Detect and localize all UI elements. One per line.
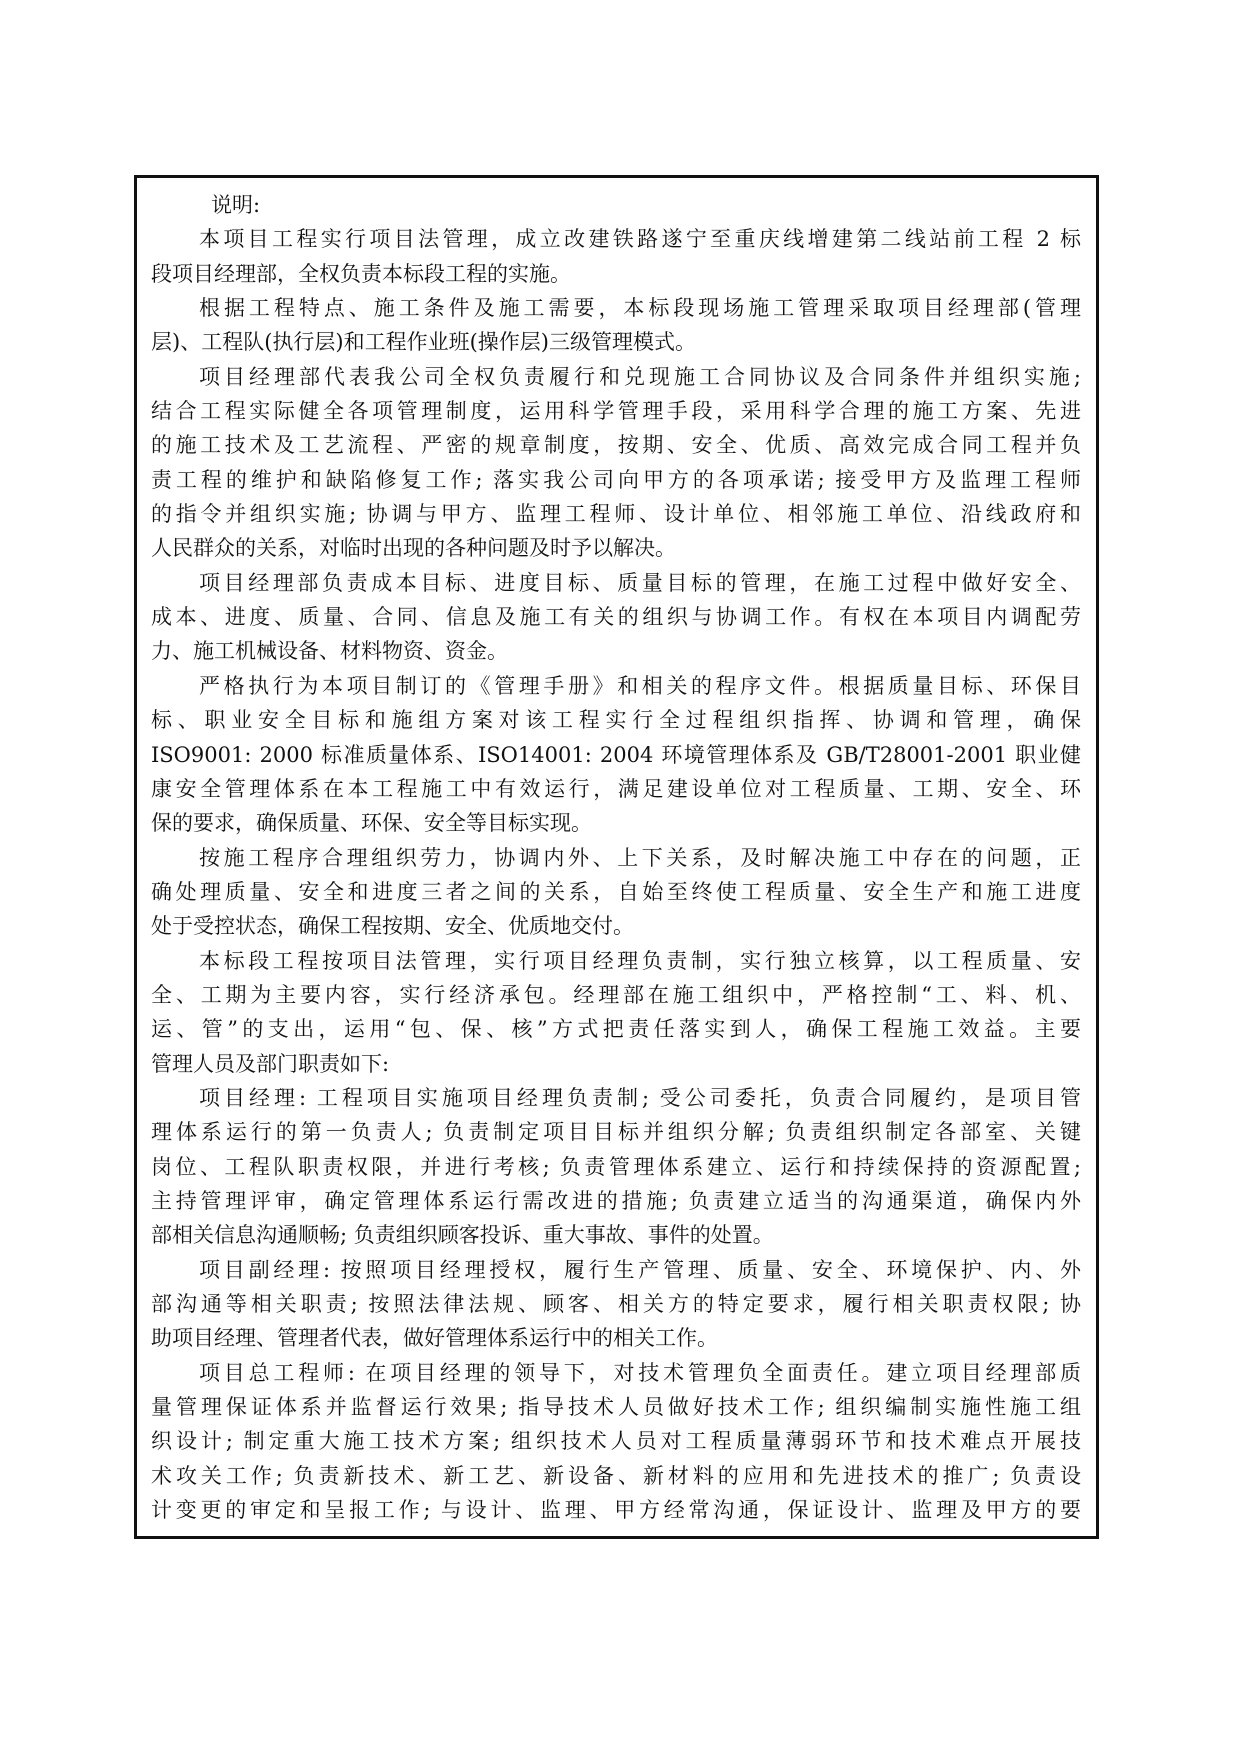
paragraph-line: 项目总工程师: 在项目经理的领导下，对技术管理负全面责任。建立项目经理部质 [199,1360,1081,1385]
paragraph-line: 部沟通等相关职责; 按照法律法规、顾客、相关方的特定要求，履行相关职责权限; 协 [151,1292,1081,1316]
paragraph-line: 的施工技术及工艺流程、严密的规章制度，按期、安全、优质、高效完成合同工程并负 [151,433,1081,458]
paragraph-line: 标、职业安全目标和施组方案对该工程实行全过程组织指挥、协调和管理，确保 [151,708,1081,733]
paragraph-line: 织设计; 制定重大施工技术方案; 组织技术人员对工程质量薄弱环节和技术难点开展技 [151,1429,1081,1454]
paragraph-line: 处于受控状态，确保工程按期、安全、优质地交付。 [151,914,634,939]
paragraph-line: 根据工程特点、施工条件及施工需要，本标段现场施工管理采取项目经理部(管理 [199,296,1081,321]
paragraph-line: 计变更的审定和呈报工作; 与设计、监理、甲方经常沟通，保证设计、监理及甲方的要 [151,1498,1081,1523]
paragraph-line: 项目经理: 工程项目实施项目经理负责制; 受公司委托，负责合同履约，是项目管 [199,1085,1081,1110]
paragraph-line: 严格执行为本项目制订的《管理手册》和相关的程序文件。根据质量目标、环保目 [199,673,1081,698]
paragraph-line: 人民群众的关系，对临时出现的各种问题及时予以解决。 [151,536,676,561]
paragraph-line: 运、管”的支出，运用“包、保、核”方式把责任落实到人，确保工程施工效益。主要 [151,1017,1081,1042]
document-frame [134,175,1099,1539]
paragraph-line: 全、工期为主要内容，实行经济承包。经理部在施工组织中，严格控制“工、料、机、 [151,982,1081,1007]
paragraph-line: 责工程的维护和缺陷修复工作; 落实我公司向甲方的各项承诺; 接受甲方及监理工程师 [151,467,1081,492]
paragraph-line: 保的要求，确保质量、环保、安全等目标实现。 [151,811,592,836]
paragraph-line: 项目经理部负责成本目标、进度目标、质量目标的管理，在施工过程中做好安全、 [199,570,1081,595]
paragraph-line: 成本、进度、质量、合同、信息及施工有关的组织与协调工作。有权在本项目内调配劳 [151,605,1081,630]
paragraph-line: 层)、工程队(执行层)和工程作业班(操作层)三级管理模式。 [151,330,696,355]
paragraph-line: 理体系运行的第一负责人; 负责制定项目目标并组织分解; 负责组织制定各部室、关键 [151,1120,1081,1145]
paragraph-line: 部相关信息沟通顺畅; 负责组织顾客投诉、重大事故、事件的处置。 [151,1223,774,1248]
paragraph-line: 结合工程实际健全各项管理制度，运用科学管理手段，采用科学合理的施工方案、先进 [151,399,1081,424]
paragraph-line: 按施工程序合理组织劳力，协调内外、上下关系，及时解决施工中存在的问题，正 [199,845,1081,870]
paragraph-line: 确处理质量、安全和进度三者之间的关系，自始至终使工程质量、安全生产和施工进度 [151,879,1081,904]
paragraph-line: 岗位、工程队职责权限，并进行考核; 负责管理体系建立、运行和持续保持的资源配置; [151,1154,1081,1179]
paragraph-line: 本项目工程实行项目法管理，成立改建铁路遂宁至重庆线增建第二线站前工程 2 标 [199,227,1081,252]
paragraph-line: 段项目经理部，全权负责本标段工程的实施。 [151,261,571,286]
paragraph-line: 量管理保证体系并监督运行效果; 指导技术人员做好技术工作; 组织编制实施性施工组 [151,1395,1081,1420]
section-heading: 说明: [211,193,261,217]
paragraph-line: 管理人员及部门职责如下: [151,1051,390,1076]
paragraph-line: 力、施工机械设备、材料物资、资金。 [151,639,508,664]
paragraph-line: 助项目经理、管理者代表，做好管理体系运行中的相关工作。 [151,1326,718,1351]
paragraph-line: 项目经理部代表我公司全权负责履行和兑现施工合同协议及合同条件并组织实施; [199,364,1081,389]
paragraph-line: 康安全管理体系在本工程施工中有效运行，满足建设单位对工程质量、工期、安全、环 [151,776,1081,801]
paragraph-line: ISO9001: 2000 标准质量体系、ISO14001: 2004 环境管理体系及 GB/T28001-2001 职业健 [151,742,1081,767]
paragraph-line: 主持管理评审，确定管理体系运行需改进的措施; 负责建立适当的沟通渠道，确保内外 [151,1188,1081,1213]
paragraph-line: 项目副经理: 按照项目经理授权，履行生产管理、质量、安全、环境保护、内、外 [199,1257,1081,1282]
document-body [151,188,1081,1527]
paragraph-line: 本标段工程按项目法管理，实行项目经理负责制，实行独立核算，以工程质量、安 [199,948,1081,973]
paragraph-line: 术攻关工作; 负责新技术、新工艺、新设备、新材料的应用和先进技术的推广; 负责设 [151,1463,1081,1488]
paragraph-line: 的指令并组织实施; 协调与甲方、监理工程师、设计单位、相邻施工单位、沿线政府和 [151,502,1081,527]
